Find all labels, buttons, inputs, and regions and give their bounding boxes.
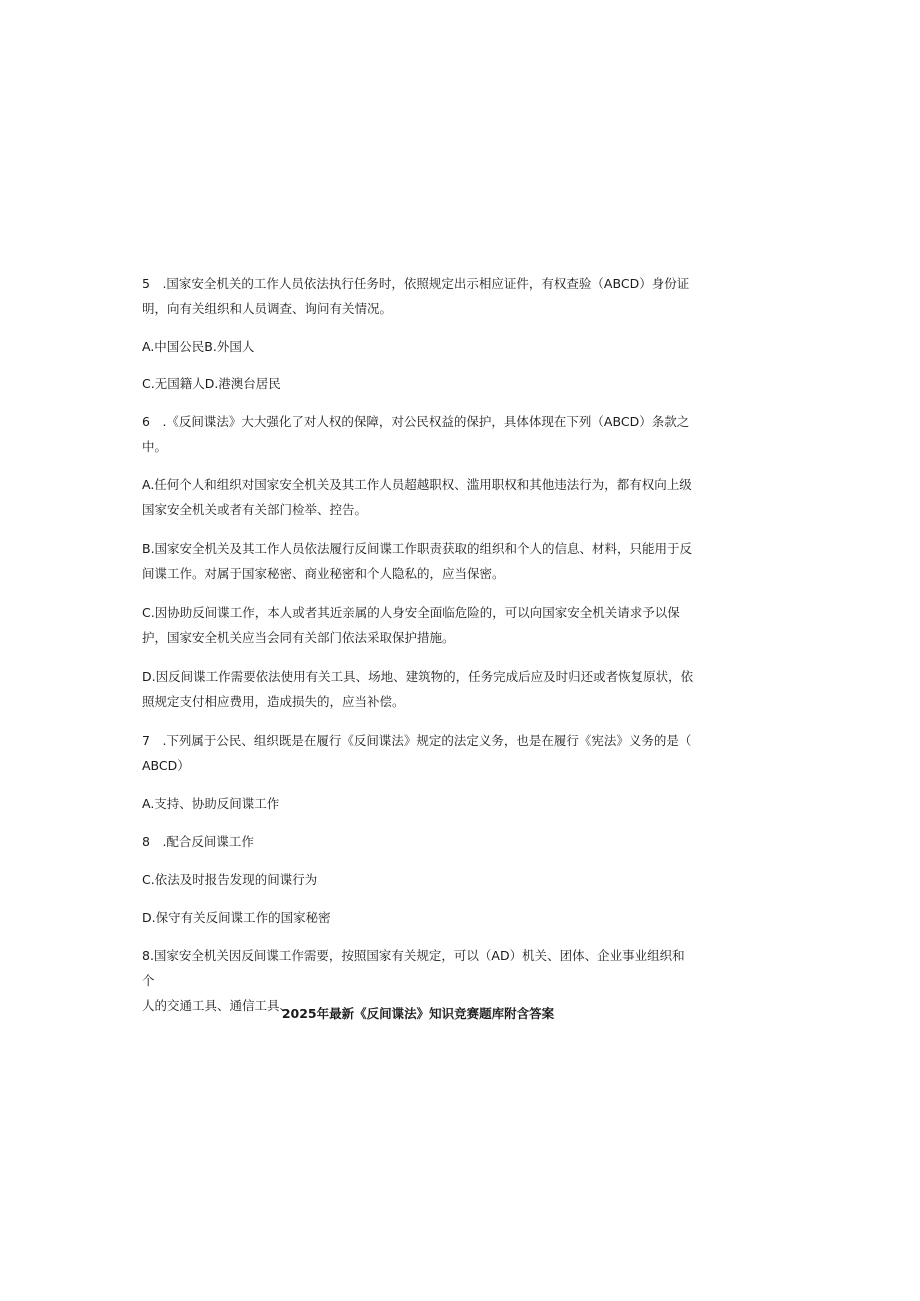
question-5-line-2: 明，向有关组织和人员调查、询问有关情况。: [142, 301, 393, 316]
question-6-option-d-line-2: 照规定支付相应费用，造成损失的，应当补偿。: [142, 694, 405, 709]
question-6: [142, 409, 694, 459]
question-7-option-b: 8 .配合反间谍工作: [142, 834, 254, 849]
question-6-option-a: [142, 472, 694, 522]
question-6-option-c: [142, 600, 694, 650]
question-6-option-c-line-1: C.因协助反间谍工作，本人或者其近亲属的人身安全面临危险的，可以向国家安全机关请求予以保: [142, 605, 680, 620]
question-6-line-1: 6 .《反间谍法》大大强化了对人权的保障，对公民权益的保护，具体体现在下列（ABCD）条款之: [142, 414, 690, 429]
question-5: [142, 271, 694, 321]
question-6-option-c-line-2: 护，国家安全机关应当会同有关部门依法采取保护措施。: [142, 630, 455, 645]
page-footer-title: 2025年最新《反间谍法》知识竞赛题库附含答案: [281, 1006, 555, 1021]
question-6-option-b: [142, 536, 694, 586]
question-6-option-b-line-2: 间谍工作。对属于国家秘密、商业秘密和个人隐私的，应当保密。: [142, 566, 505, 581]
question-6-option-b-line-1: B.国家安全机关及其工作人员依法履行反间谍工作职责获取的组织和个人的信息、材料，只能用于反: [142, 541, 693, 556]
question-7-line-2: ABCD）: [142, 758, 190, 773]
question-6-option-d: [142, 664, 694, 714]
question-6-line-2: 中。: [142, 439, 168, 454]
question-7-option-c: C.依法及时报告发现的间谍行为: [142, 872, 318, 887]
question-8-line-2: 人的交通工具、通信工具、: [142, 998, 293, 1013]
question-6-option-d-line-1: D.因反间谍工作需要依法使用有关工具、场地、建筑物的，任务完成后应及时归还或者恢复原状，依: [142, 669, 694, 684]
question-6-option-a-line-1: A.任何个人和组织对国家安全机关及其工作人员超越职权、滥用职权和其他违法行为，都有权向上级: [142, 477, 692, 492]
question-5-line-1: 5 .国家安全机关的工作人员依法执行任务时，依照规定出示相应证件，有权查验（ABCD）身份证: [142, 276, 690, 291]
question-8-line-1: 8.国家安全机关因反间谍工作需要，按照国家有关规定，可以（AD）机关、团体、企业事业组织和个: [142, 948, 685, 988]
question-7: [142, 728, 694, 778]
question-7-option-d: D.保守有关反间谍工作的国家秘密: [142, 910, 331, 925]
question-6-option-a-line-2: 国家安全机关或者有关部门检举、控告。: [142, 502, 368, 517]
question-5-options-cd: C.无国籍人D.港澳台居民: [142, 376, 281, 391]
question-7-line-1: 7 .下列属于公民、组织既是在履行《反间谍法》规定的法定义务，也是在履行《宪法》义务的是（: [142, 733, 692, 748]
question-7-option-a: A.支持、协助反间谍工作: [142, 796, 280, 811]
question-5-options-ab: A.中国公民B.外国人: [142, 339, 255, 354]
